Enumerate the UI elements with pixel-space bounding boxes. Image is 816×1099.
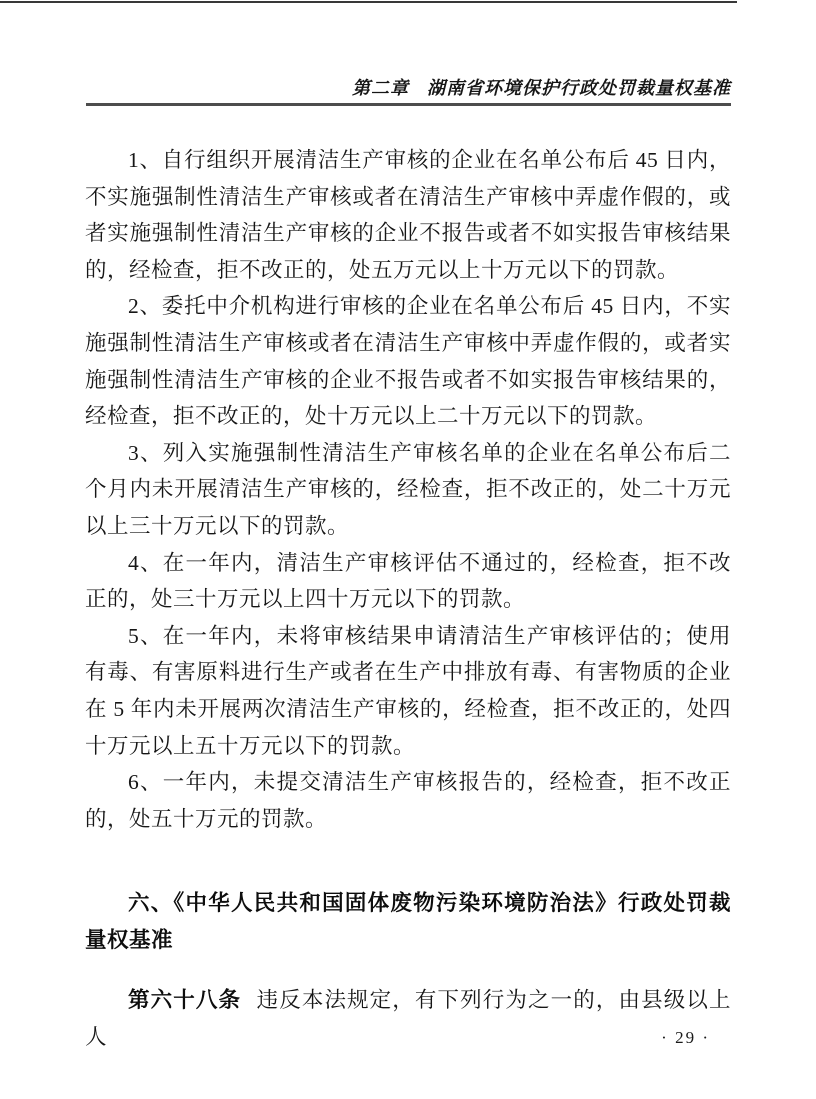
scan-artifact-line xyxy=(0,1,737,3)
header-rule xyxy=(86,103,731,106)
document-body xyxy=(85,142,731,1056)
header-chapter-label: 第二章 xyxy=(352,78,409,98)
article-number: 第六十八条 xyxy=(128,988,242,1013)
body-paragraph: 6、一年内，未提交清洁生产审核报告的，经检查，拒不改正的，处五十万元的罚款。 xyxy=(85,770,731,831)
body-paragraph: 5、在一年内，未将审核结果申请清洁生产审核评估的；使用有毒、有害原料进行生产或者在生产中排放有毒、有害物质的企业在 5 年内未开展两次清洁生产审核的，经检查，拒不改正的，处四十万元以上五十万元以下的罚款。 xyxy=(85,623,731,758)
header-chapter-title: 湖南省环境保护行政处罚裁量权基准 xyxy=(427,78,731,98)
body-paragraph: 3、列入实施强制性清洁生产审核名单的企业在名单公布后二个月内未开展清洁生产审核的，经检查，拒不改正的，处二十万元以上三十万元以下的罚款。 xyxy=(85,440,731,538)
body-paragraph: 1、自行组织开展清洁生产审核的企业在名单公布后 45 日内，不实施强制性清洁生产审核或者在清洁生产审核中弄虚作假的，或者实施强制性清洁生产审核的企业不报告或者不如实报告审核结果的，经检查，拒不改正的，处五万元以上十万元以下的罚款。 xyxy=(85,148,731,282)
page-number: · 29 · xyxy=(661,1028,710,1047)
article-text: 违反本法规定，有下列行为之一的，由县级以上人 xyxy=(85,988,731,1050)
body-paragraph: 4、在一年内，清洁生产审核评估不通过的，经检查，拒不改正的，处三十万元以上四十万元以下的罚款。 xyxy=(85,550,731,612)
running-header xyxy=(86,78,731,99)
section-heading: 六、《中华人民共和国固体废物污染环境防治法》行政处罚裁量权基准 xyxy=(85,891,731,952)
body-paragraph: 2、委托中介机构进行审核的企业在名单公布后 45 日内，不实施强制性清洁生产审核或者在清洁生产审核中弄虚作假的，或者实施强制性清洁生产审核的企业不报告或者不如实报告审核结果的，经检查，拒不改正的，处十万元以上二十万元以下的罚款。 xyxy=(85,294,731,429)
